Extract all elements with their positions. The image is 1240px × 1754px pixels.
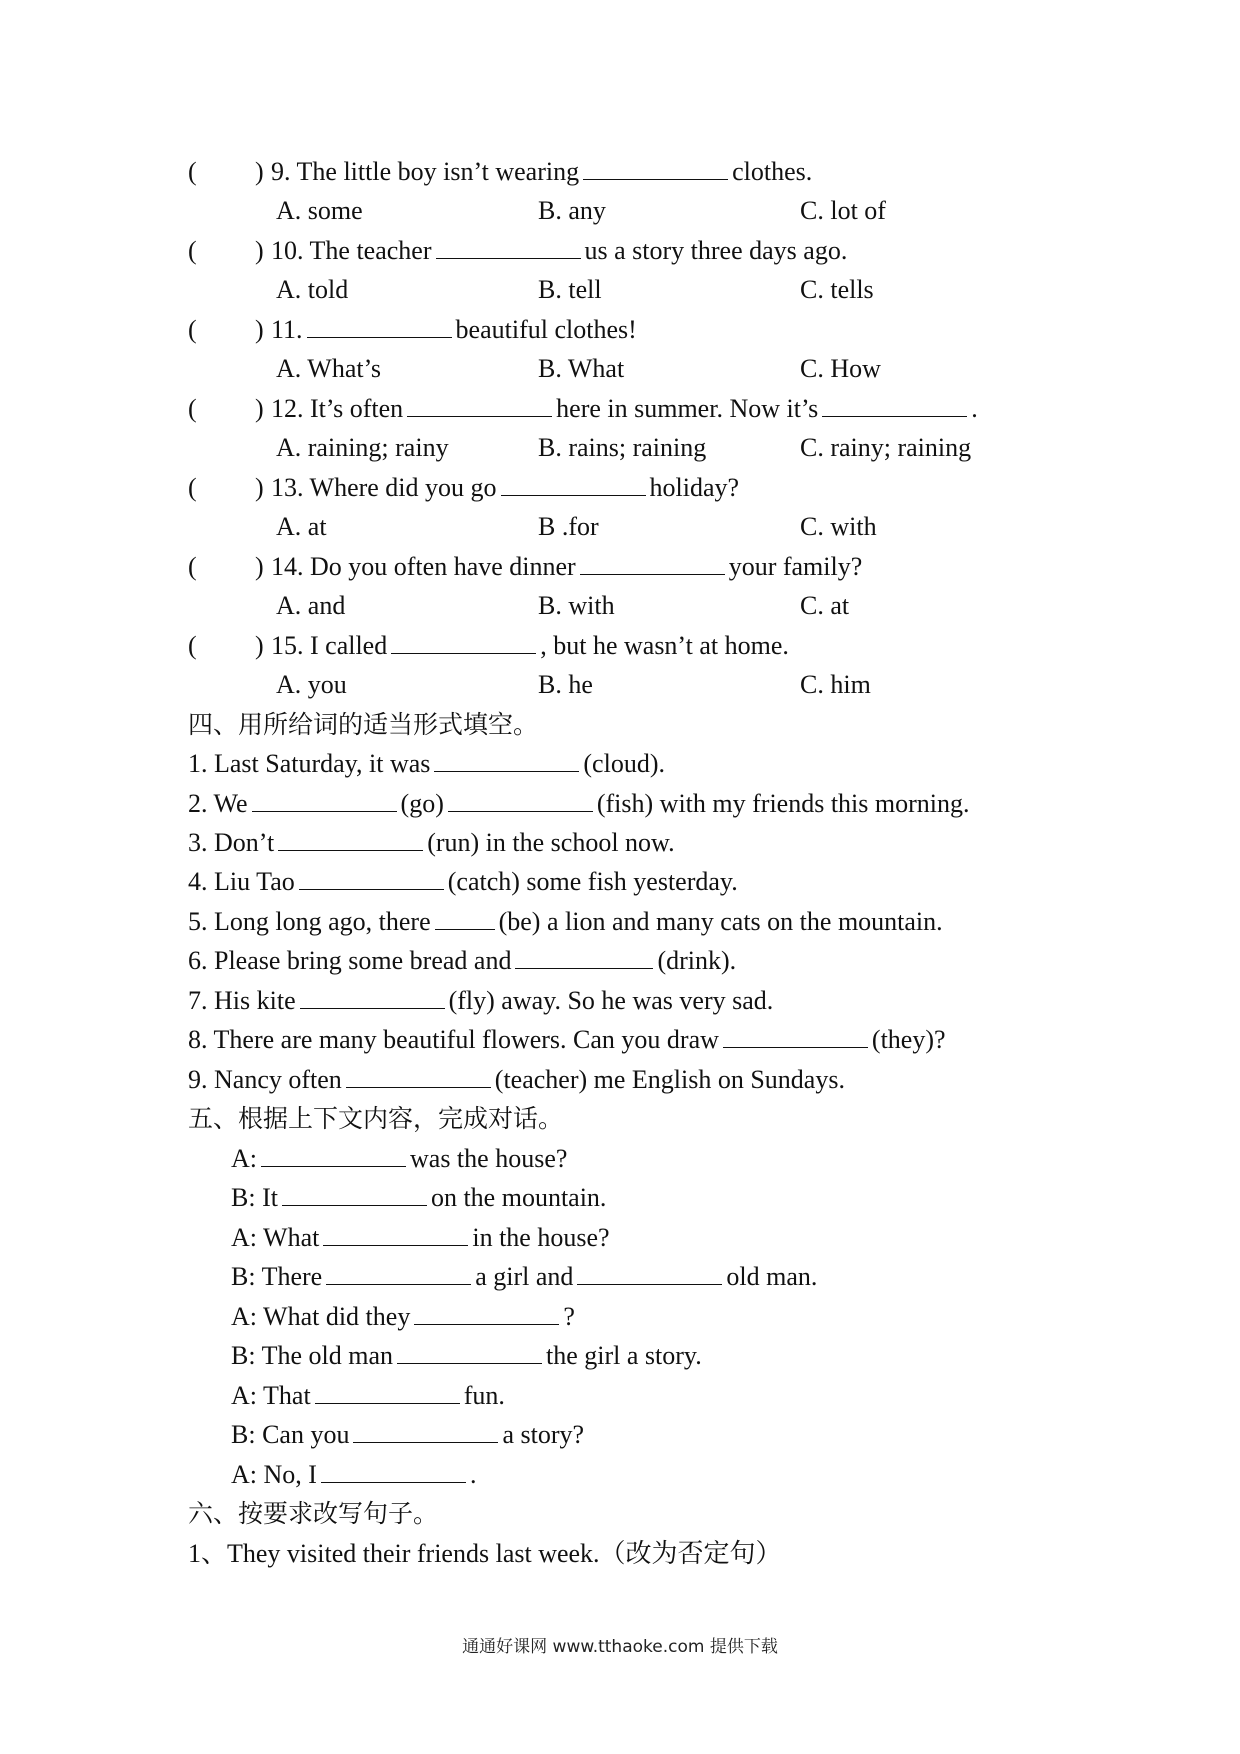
option-b: B. tell bbox=[538, 275, 602, 304]
answer-blank[interactable] bbox=[307, 311, 452, 338]
option-a: A. and bbox=[276, 591, 346, 620]
question-text: 11. beautiful clothes! bbox=[271, 310, 637, 350]
option-b: B. any bbox=[538, 196, 606, 225]
mc-question-15 bbox=[0, 626, 1240, 666]
answer-blank[interactable] bbox=[436, 232, 581, 259]
question-text: 9. The little boy isn’t wearing clothes. bbox=[271, 152, 812, 192]
answer-paren-open: ( bbox=[188, 552, 197, 581]
fill-item-1: 1. Last Saturday, it was (cloud). bbox=[0, 744, 1240, 784]
mc-question-14 bbox=[0, 547, 1240, 587]
option-b: B. he bbox=[538, 670, 593, 699]
option-a: A. some bbox=[276, 196, 363, 225]
fill-item-4: 4. Liu Tao (catch) some fish yesterday. bbox=[0, 862, 1240, 902]
answer-blank[interactable] bbox=[299, 863, 444, 890]
mc-question-13 bbox=[0, 468, 1240, 508]
section-5-heading: 五、根据上下文内容，完成对话。 bbox=[188, 1104, 564, 1133]
answer-paren-close: ) bbox=[255, 631, 264, 660]
dialog-line-3: A: What in the house? bbox=[0, 1218, 1240, 1258]
answer-paren-open: ( bbox=[188, 157, 197, 186]
question-text: 13. Where did you go holiday? bbox=[271, 468, 739, 508]
option-a: A. at bbox=[276, 512, 327, 541]
dialog-line-9: A: No, I . bbox=[0, 1455, 1240, 1495]
option-b: B. What bbox=[538, 354, 625, 383]
mc-options-10 bbox=[0, 270, 1240, 310]
fill-item-2: 2. We (go) (fish) with my friends this morning. bbox=[0, 784, 1240, 824]
answer-blank-1[interactable] bbox=[326, 1258, 471, 1285]
option-b: B. with bbox=[538, 591, 615, 620]
dialog-line-6: B: The old man the girl a story. bbox=[0, 1336, 1240, 1376]
section-6-heading: 六、按要求改写句子。 bbox=[188, 1499, 439, 1528]
answer-blank[interactable] bbox=[435, 903, 495, 930]
question-text: 15. I called , but he wasn’t at home. bbox=[271, 626, 789, 666]
fill-item-8: 8. There are many beautiful flowers. Can you draw (they)? bbox=[0, 1020, 1240, 1060]
mc-question-11 bbox=[0, 310, 1240, 350]
answer-blank-2[interactable] bbox=[448, 785, 593, 812]
option-c: C. rainy; raining bbox=[800, 433, 972, 462]
answer-blank[interactable] bbox=[315, 1377, 460, 1404]
mc-options-9 bbox=[0, 191, 1240, 231]
answer-paren-open: ( bbox=[188, 394, 197, 423]
answer-paren-close: ) bbox=[255, 157, 264, 186]
dialog-line-1: A: was the house? bbox=[0, 1139, 1240, 1179]
dialog-line-5: A: What did they ? bbox=[0, 1297, 1240, 1337]
answer-blank-2[interactable] bbox=[822, 390, 967, 417]
option-a: A. raining; rainy bbox=[276, 433, 449, 462]
option-c: C. How bbox=[800, 354, 881, 383]
option-b: B. rains; raining bbox=[538, 433, 707, 462]
dialog-line-8: B: Can you a story? bbox=[0, 1415, 1240, 1455]
fill-item-5: 5. Long long ago, there (be) a lion and many cats on the mountain. bbox=[0, 902, 1240, 942]
option-c: C. at bbox=[800, 591, 850, 620]
answer-blank-1[interactable] bbox=[252, 785, 397, 812]
mc-options-11 bbox=[0, 349, 1240, 389]
answer-blank[interactable] bbox=[321, 1456, 466, 1483]
option-c: C. tells bbox=[800, 275, 874, 304]
option-c: C. him bbox=[800, 670, 871, 699]
dialog-line-2: B: It on the mountain. bbox=[0, 1178, 1240, 1218]
answer-paren-close: ) bbox=[255, 473, 264, 502]
answer-blank[interactable] bbox=[501, 469, 646, 496]
answer-paren-close: ) bbox=[255, 236, 264, 265]
answer-paren-open: ( bbox=[188, 236, 197, 265]
mc-options-14 bbox=[0, 586, 1240, 626]
answer-blank-2[interactable] bbox=[577, 1258, 722, 1285]
fill-item-7: 7. His kite (fly) away. So he was very sad. bbox=[0, 981, 1240, 1021]
answer-blank[interactable] bbox=[353, 1416, 498, 1443]
mc-question-10 bbox=[0, 231, 1240, 271]
fill-item-6: 6. Please bring some bread and (drink). bbox=[0, 941, 1240, 981]
answer-blank[interactable] bbox=[583, 153, 728, 180]
answer-blank[interactable] bbox=[391, 627, 536, 654]
answer-blank[interactable] bbox=[346, 1061, 491, 1088]
answer-blank-1[interactable] bbox=[407, 390, 552, 417]
answer-paren-close: ) bbox=[255, 394, 264, 423]
rewrite-item-1: 1、They visited their friends last week.（改为否定句） bbox=[188, 1539, 782, 1568]
answer-paren-open: ( bbox=[188, 631, 197, 660]
question-text: 10. The teacher us a story three days ago. bbox=[271, 231, 847, 271]
answer-blank[interactable] bbox=[282, 1179, 427, 1206]
fill-item-3: 3. Don’t (run) in the school now. bbox=[0, 823, 1240, 863]
option-a: A. What’s bbox=[276, 354, 381, 383]
answer-paren-close: ) bbox=[255, 315, 264, 344]
mc-options-15 bbox=[0, 665, 1240, 705]
dialog-line-4: B: There a girl and old man. bbox=[0, 1257, 1240, 1297]
mc-options-13 bbox=[0, 507, 1240, 547]
question-text: 14. Do you often have dinner your family? bbox=[271, 547, 862, 587]
answer-paren-open: ( bbox=[188, 315, 197, 344]
answer-blank[interactable] bbox=[261, 1140, 406, 1167]
footer-text: 通通好课网 www.tthaoke.com 提供下载 bbox=[462, 1637, 778, 1657]
answer-blank[interactable] bbox=[515, 942, 653, 969]
answer-paren-open: ( bbox=[188, 473, 197, 502]
fill-item-9: 9. Nancy often (teacher) me English on Sundays. bbox=[0, 1060, 1240, 1100]
answer-blank[interactable] bbox=[300, 982, 445, 1009]
option-a: A. you bbox=[276, 670, 347, 699]
dialog-line-7: A: That fun. bbox=[0, 1376, 1240, 1416]
answer-blank[interactable] bbox=[723, 1021, 868, 1048]
answer-blank[interactable] bbox=[414, 1298, 559, 1325]
answer-blank[interactable] bbox=[434, 745, 579, 772]
option-c: C. with bbox=[800, 512, 877, 541]
option-a: A. told bbox=[276, 275, 349, 304]
answer-blank[interactable] bbox=[397, 1337, 542, 1364]
section-4-heading: 四、用所给词的适当形式填空。 bbox=[188, 710, 539, 739]
answer-blank[interactable] bbox=[278, 824, 423, 851]
mc-options-12 bbox=[0, 428, 1240, 468]
answer-blank[interactable] bbox=[323, 1219, 468, 1246]
mc-question-12 bbox=[0, 389, 1240, 429]
option-c: C. lot of bbox=[800, 196, 886, 225]
answer-blank[interactable] bbox=[580, 548, 725, 575]
answer-paren-close: ) bbox=[255, 552, 264, 581]
option-b: B .for bbox=[538, 512, 599, 541]
mc-question-9 bbox=[0, 152, 1240, 192]
question-text: 12. It’s often here in summer. Now it’s . bbox=[271, 389, 978, 429]
